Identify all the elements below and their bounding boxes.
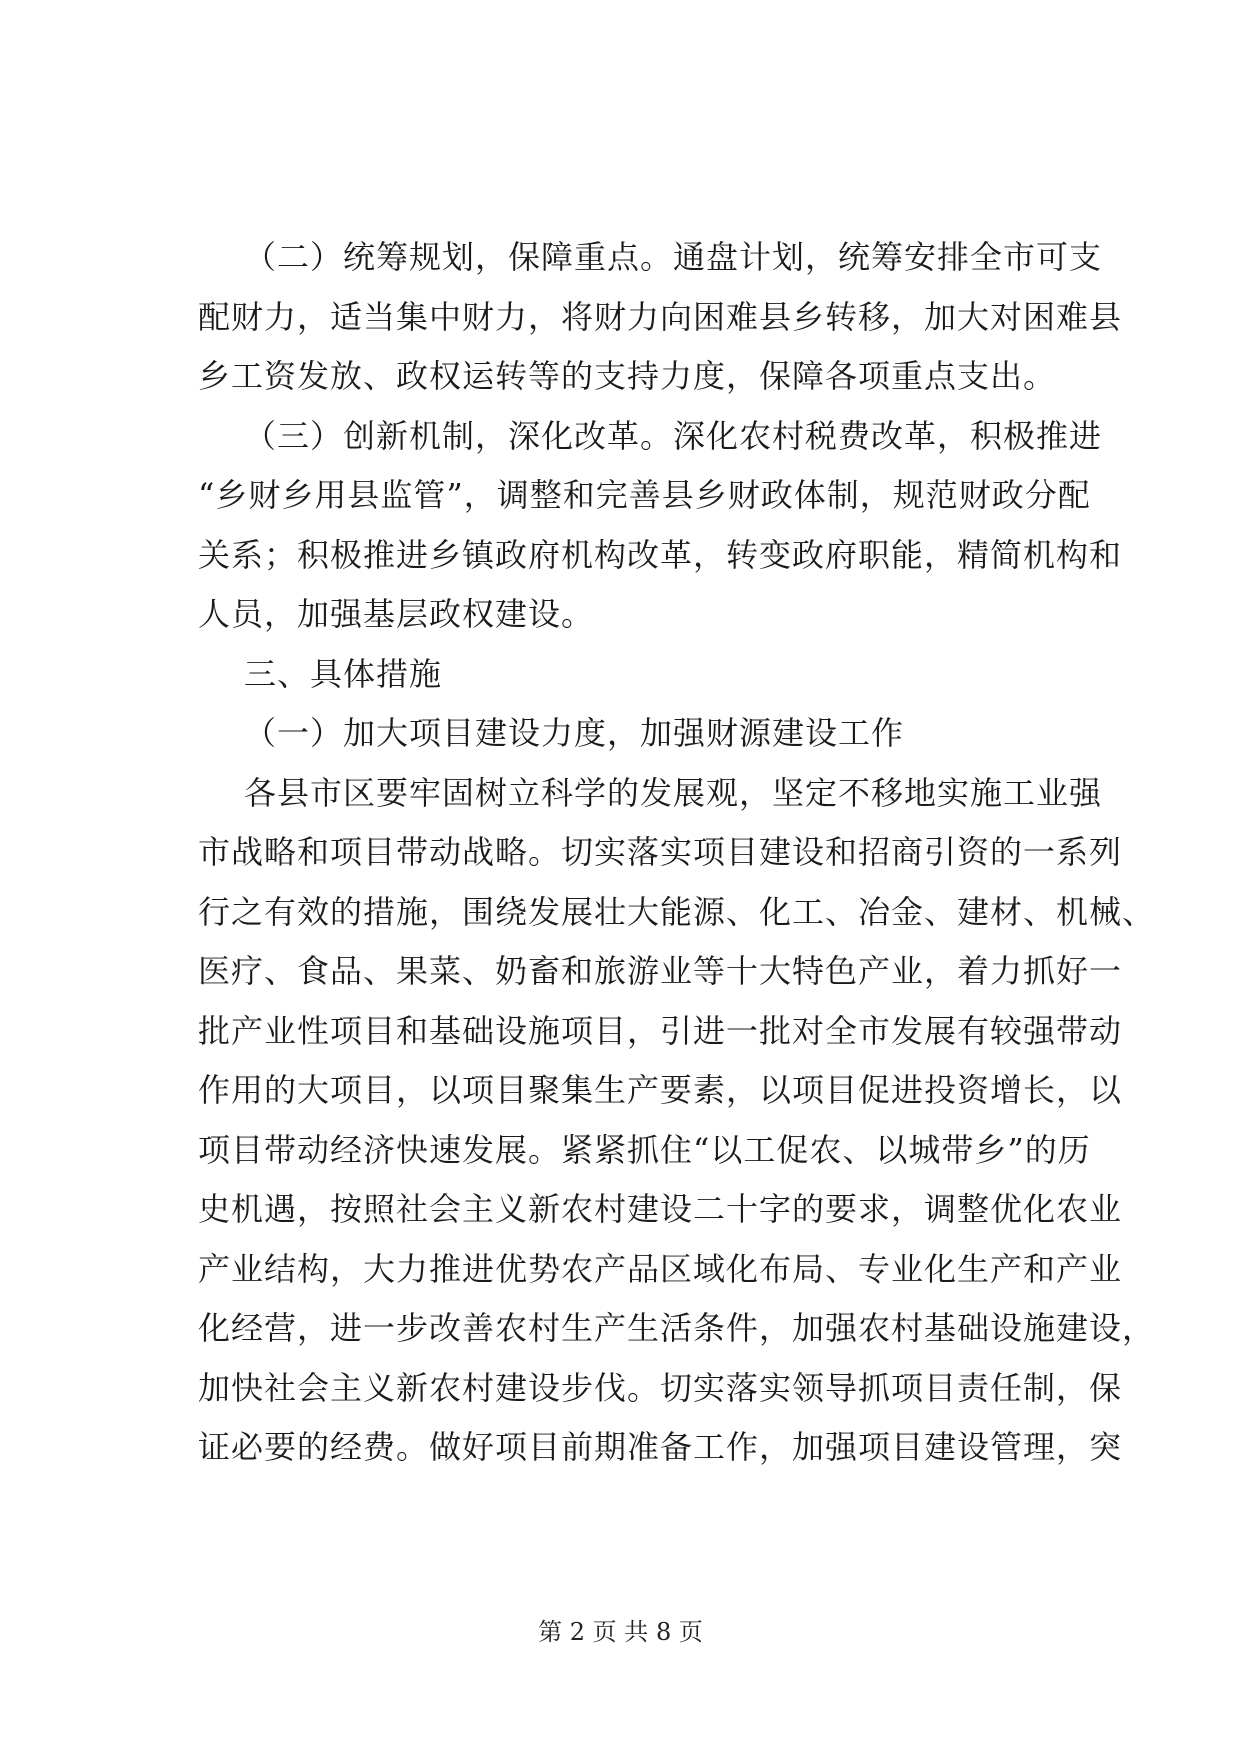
text-line: （二）统筹规划，保障重点。通盘计划，统筹安排全市可支 <box>244 238 1103 276</box>
text-line: 产业结构，大力推进优势农产品区域化布局、专业化生产和产业 <box>198 1249 1123 1288</box>
text-line: 证必要的经费。做好项目前期准备工作，加强项目建设管理，突 <box>198 1428 1123 1466</box>
text-line: 作用的大项目，以项目聚集生产要素，以项目促进投资增长，以 <box>198 1071 1123 1109</box>
text-line: 行之有效的措施，围绕发展壮大能源、化工、冶金、建材、机械、 <box>198 892 1156 931</box>
text-line: 化经营，进一步改善农村生产生活条件，加强农村基础设施建设， <box>198 1309 1156 1347</box>
text-line: “乡财乡用县监管”，调整和完善县乡财政体制，规范财政分配 <box>198 476 1091 514</box>
text-line: 各县市区要牢固树立科学的发展观，坚定不移地实施工业强 <box>244 773 1103 812</box>
text-line: 史机遇，按照社会主义新农村建设二十字的要求，调整优化农业 <box>198 1190 1123 1228</box>
text-line: 乡工资发放、政权运转等的支持力度，保障各项重点支出。 <box>198 357 1057 395</box>
text-line: 加快社会主义新农村建设步伐。切实落实领导抓项目责任制，保 <box>198 1368 1123 1407</box>
page-number-footer: 第 2 页 共 8 页 <box>538 1618 703 1646</box>
document-body <box>198 228 1156 1478</box>
text-line: 人员，加强基层政权建设。 <box>198 595 595 633</box>
text-line: 关系；积极推进乡镇政府机构改革，转变政府职能，精简机构和 <box>198 535 1123 574</box>
text-line: 配财力，适当集中财力，将财力向困难县乡转移，加大对困难县 <box>198 297 1123 336</box>
text-line: 项目带动经济快速发展。紧紧抓住“以工促农、以城带乡”的历 <box>198 1130 1091 1169</box>
subsection-heading: （一）加大项目建设力度，加强财源建设工作 <box>244 714 905 752</box>
text-line: 医疗、食品、果菜、奶畜和旅游业等十大特色产业，着力抓好一 <box>198 952 1123 990</box>
text-line: 市战略和项目带动战略。切实落实项目建设和招商引资的一系列 <box>198 833 1123 871</box>
text-line: 批产业性项目和基础设施项目，引进一批对全市发展有较强带动 <box>198 1011 1123 1050</box>
text-line: （三）创新机制，深化改革。深化农村税费改革，积极推进 <box>244 416 1103 455</box>
section-heading: 三、具体措施 <box>244 654 443 693</box>
